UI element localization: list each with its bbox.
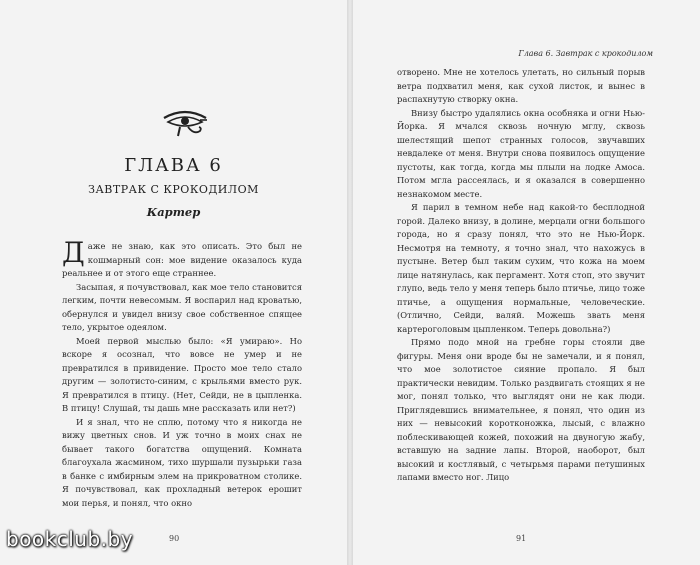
paragraph: Прямо подо мной на гребне горы стояли две фигуры. Меня они вроде бы не замечали, и я понял, что мое золотистое сияние пропало. Я был практически невидим. Только раздвигать стоящих я не мог, понял только, что выглядят они не как люди. Приглядевшись внимательнее, я понял, что один из них — невысокий коротконожка, лысый, с влажно поблескивающей кожей, похожий на двуногую жабу, вставшую на задние лапы. Второй, наоборот, был высокий и костлявый, с четырьмя парами петушиных лапами вместо ног. Лицо bbox=[397, 337, 645, 482]
paragraph: Внизу быстро удалялись окна особняка и огни Нью-Йорка. Я мчался сквозь ночную мглу, сквозь шелестящий шепот странных голосов, звучавших невдалеке от меня. Внутри снова появилось ощущение пустоты, как тогда, когда мы плыли на лодке Амоса. Потом мгла рассеялась, и я оказался в совершенно незнакомом месте. bbox=[397, 107, 645, 199]
chapter-subtitle: ЗАВТРАК С КРОКОДИЛОМ bbox=[88, 183, 259, 196]
watermark: bookclub.by bbox=[6, 527, 134, 551]
first-paragraph-text: аже не знаю, как это описать. Это был не кошмарный сон: мое видение оказалось куда реальнее и от этого еще страннее. bbox=[62, 241, 302, 278]
narrator-name: Картер bbox=[146, 205, 201, 219]
chapter-title: ГЛАВА 6 bbox=[124, 155, 223, 176]
paragraph: Моей первой мыслью было: «Я умираю». Но вскоре я осознал, что вовсе не умер и не превратился в привидение. Просто мое тело стало другим — золотисто-синим, с крыльями вместо рук. Я превратился в птицу. (Нет, Сейди, не в цыпленка. В птицу! Слушай, ты дашь мне рассказать или нет?) bbox=[62, 335, 302, 413]
page-number-left: 90 bbox=[169, 534, 180, 543]
eye-of-horus-icon bbox=[160, 108, 210, 138]
drop-cap: Д bbox=[62, 236, 85, 269]
right-page bbox=[353, 0, 700, 565]
left-page bbox=[0, 0, 347, 565]
running-header: Глава 6. Завтрак с крокодилом bbox=[518, 49, 653, 58]
first-paragraph bbox=[62, 236, 302, 281]
page-number-right: 91 bbox=[516, 534, 527, 543]
right-body-text bbox=[397, 66, 645, 485]
left-body-text bbox=[62, 236, 302, 510]
paragraph: Я парил в темном небе над какой-то бесплодной горой. Далеко внизу, в долине, мерцали огни большого города, но я сразу понял, что это не Нью-Йорк. Несмотря на темноту, я точно знал, что нахожусь в пустыне. Ветер был таким сухим, что кожа на моем лице натянулась, как пергамент. Хотя стоп, это звучит глупо, ведь тело у меня теперь было птичье, лицо тоже птичье, а ощущения нормальные, человеческие. (Отлично, Сейди, валяй. Можешь звать меня картероголовым цыпленком. Теперь довольна?) bbox=[397, 202, 645, 334]
continuation-paragraph: отворено. Мне не хотелось улетать, но сильный порыв ветра подхватил меня, как сухой листок, и вынес в распахнутую створку окна. bbox=[397, 67, 645, 104]
paragraph: И я знал, что не сплю, потому что я никогда не вижу цветных снов. И уж точно в моих снах не бывает такого богатства ощущений. Комната благоухала жасмином, тихо шуршали пузырьки газа в банке с имбирным элем на прикроватном столике. Я почувствовал, как прохладный ветерок ерошит мои перья, и понял, что окно bbox=[62, 416, 302, 508]
paragraph: Засыпая, я почувствовал, как мое тело становится легким, почти невесомым. Я воспарил над кроватью, обернулся и увидел внизу свое собственное спящее тело, укрытое одеялом. bbox=[62, 281, 302, 332]
